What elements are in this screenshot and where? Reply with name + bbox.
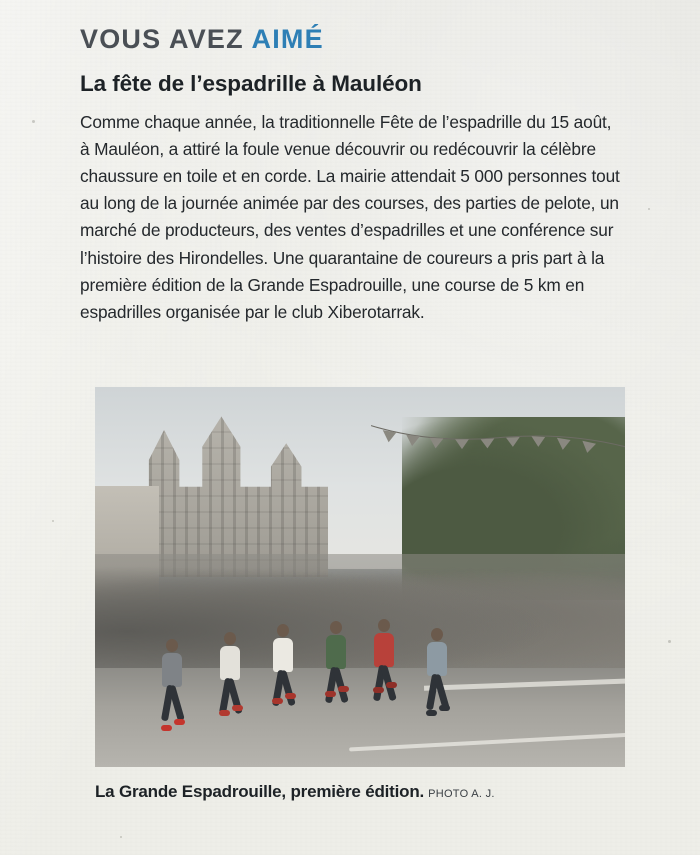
paper-speck (648, 208, 650, 210)
article-text-block (80, 26, 625, 326)
paper-speck (120, 836, 122, 838)
paper-speck (32, 120, 35, 123)
photo-bunting (371, 421, 625, 467)
photo-runner (371, 617, 397, 691)
photo-runner (217, 630, 243, 714)
paper-speck (52, 520, 54, 522)
photo-runner (159, 637, 185, 729)
photo-caption: La Grande Espadrouille, première édition. (95, 782, 425, 801)
article-kicker (80, 26, 625, 53)
photo-caption-row (95, 782, 630, 802)
photo-credit: PHOTO A. J. (428, 788, 495, 800)
article-headline: La fête de l’espadrille à Mauléon (80, 71, 422, 96)
photo-runner (270, 622, 296, 702)
paper-speck (668, 640, 671, 643)
photo-runner (323, 619, 349, 695)
photo-scene (95, 387, 625, 767)
photo-runner (424, 626, 450, 714)
article-body: Comme chaque année, la traditionnelle Fête de l’espadrille du 15 août, à Mauléon, a attiré la foule venue découvrir ou redécouvrir la célèbre chaussure en toile et en corde. La mairie attendait 5 000 personnes tout au long de la journée animée par des courses, des parties de pelote, un marché de producteurs, des ventes d’espadrilles et une conférence sur l’histoire des Hirondelles. Une quarantaine de coureurs a pris part à la première édition de la Grande Espadrouille, une course de 5 km en espadrilles organisée par le club Xiberotarrak. (80, 111, 620, 322)
article-photo (95, 387, 625, 767)
kicker-prefix: VOUS AVEZ (80, 24, 252, 54)
kicker-accent: AIMÉ (251, 24, 324, 54)
